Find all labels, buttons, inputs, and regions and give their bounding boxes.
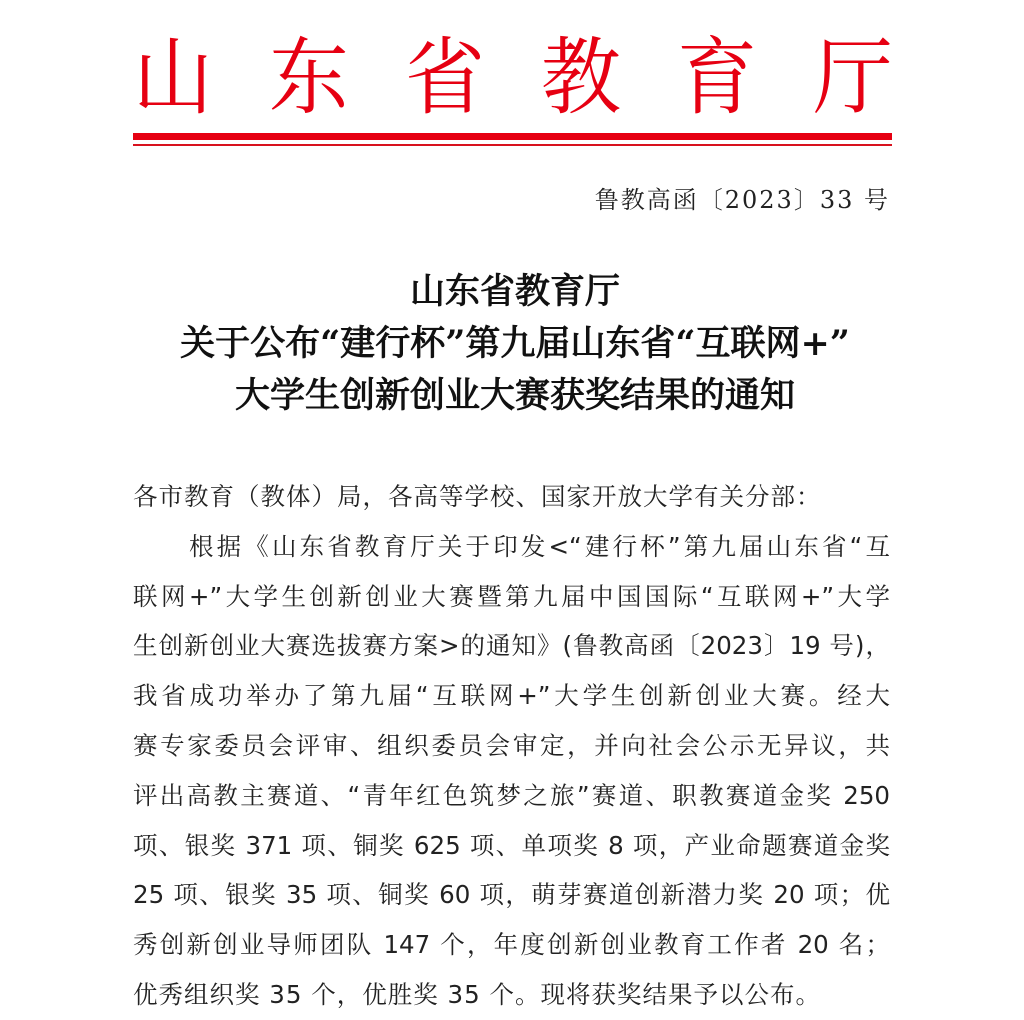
paragraph-line: 优秀组织奖 35 个，优胜奖 35 个。现将获奖结果予以公布。 — [133, 979, 821, 1009]
masthead-char: 育 — [677, 28, 757, 127]
paragraph-line: 联网+”大学生创新创业大赛暨第九届中国国际“互联网+”大学 — [133, 581, 890, 611]
masthead-letterhead — [133, 30, 893, 126]
title-line: 山东省教育厅 — [409, 271, 620, 312]
paragraph-line: 生创新创业大赛选拔赛方案>的通知》(鲁教高函〔2023〕19 号)， — [133, 631, 890, 661]
paragraph-line: 秀创新创业导师团队 147 个，年度创新创业教育工作者 20 名； — [133, 930, 890, 960]
paragraph-line: 赛专家委员会评审、组织委员会审定，并向社会公示无异议，共 — [133, 730, 890, 760]
masthead-char: 山 — [133, 28, 213, 127]
paragraph-line: 评出高教主赛道、“青年红色筑梦之旅”赛道、职教赛道金奖 250 — [133, 780, 890, 810]
paragraph-line: 项、银奖 371 项、铜奖 625 项、单项奖 8 项，产业命题赛道金奖 — [133, 830, 890, 860]
masthead-char: 厅 — [813, 28, 893, 127]
red-divider-thick — [133, 133, 892, 140]
title-line: 关于公布“建行杯”第九届山东省“互联网+” — [180, 323, 850, 364]
salutation: 各市教育（教体）局，各高等学校、国家开放大学有关分部： — [133, 482, 822, 511]
paragraph-line: 我省成功举办了第九届“互联网+”大学生创新创业大赛。经大 — [133, 681, 890, 711]
masthead-char: 教 — [541, 28, 621, 127]
title-line: 大学生创新创业大赛获奖结果的通知 — [234, 375, 795, 416]
masthead-char: 省 — [405, 28, 485, 127]
document-number: 鲁教高函〔2023〕33 号 — [594, 186, 890, 214]
document-title — [120, 266, 910, 422]
masthead-char: 东 — [269, 28, 349, 127]
document-body — [133, 472, 893, 1020]
paragraph-line: 25 项、银奖 35 项、铜奖 60 项，萌芽赛道创新潜力奖 20 项；优 — [133, 880, 890, 910]
paragraph-line: 根据《山东省教育厅关于印发<“建行杯”第九届山东省“互 — [189, 531, 890, 561]
red-divider-thin — [133, 144, 892, 146]
